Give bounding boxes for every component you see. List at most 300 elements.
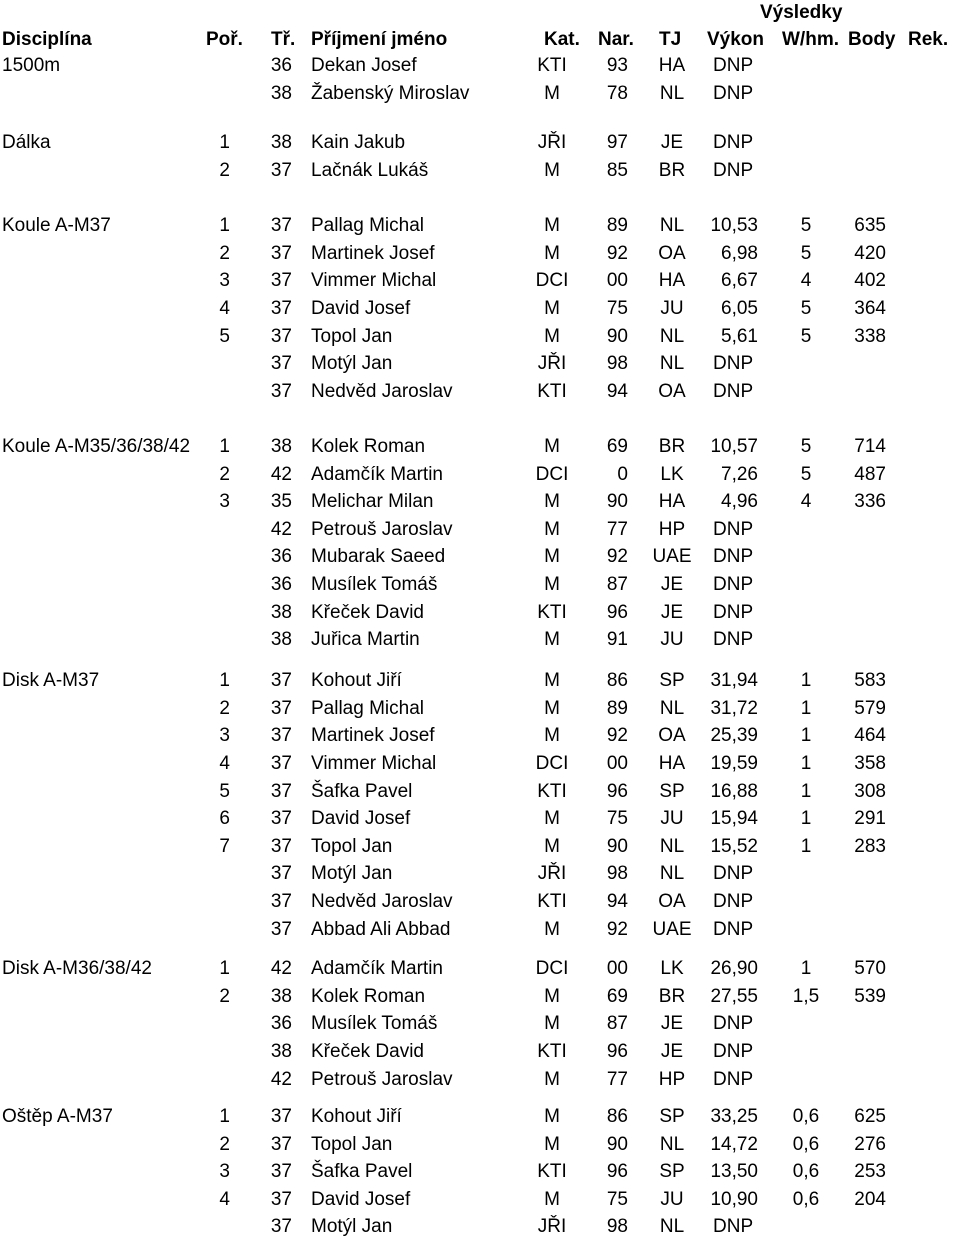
club-cell: NL [659, 698, 685, 719]
performance-cell: 6,67 [721, 270, 758, 291]
performance-cell: 15,94 [710, 808, 758, 829]
born-cell: 92 [606, 919, 628, 940]
order-cell: 4 [219, 298, 230, 319]
order-cell: 3 [219, 1161, 230, 1182]
order-cell: 7 [219, 836, 230, 857]
wind-cell: 1 [800, 958, 812, 979]
order-cell: 6 [219, 808, 230, 829]
category-cell: KTI [537, 1041, 567, 1062]
points-cell: 402 [854, 270, 886, 291]
class-cell: 36 [270, 1013, 292, 1034]
table-row [0, 379, 960, 405]
class-cell: 36 [270, 546, 292, 567]
table-row [0, 1132, 960, 1158]
class-cell: 37 [270, 353, 292, 374]
category-cell: DCI [535, 270, 569, 291]
class-cell: 37 [270, 298, 292, 319]
name-cell: Pallag Michal [311, 698, 424, 719]
table-row [0, 1187, 960, 1213]
born-cell: 87 [606, 574, 628, 595]
club-cell: UAE [652, 546, 692, 567]
performance-cell: 33,25 [710, 1106, 758, 1127]
born-cell: 90 [606, 836, 628, 857]
born-cell: 77 [606, 519, 628, 540]
class-cell: 37 [270, 836, 292, 857]
header-record: Rek. [908, 29, 949, 50]
born-cell: 90 [606, 326, 628, 347]
name-cell: Mubarak Saeed [311, 546, 446, 567]
header-name: Příjmení jméno [311, 29, 448, 50]
club-cell: JE [660, 574, 684, 595]
wind-cell: 1 [800, 808, 812, 829]
name-cell: Kohout Jiří [311, 670, 402, 691]
class-cell: 36 [270, 55, 292, 76]
name-cell: Martinek Josef [311, 243, 435, 264]
club-cell: JE [660, 1013, 684, 1034]
name-cell: Topol Jan [311, 326, 393, 347]
table-row [0, 779, 960, 805]
name-cell: Nedvěd Jaroslav [311, 891, 453, 912]
class-cell: 42 [270, 464, 292, 485]
club-cell: HA [658, 270, 686, 291]
name-cell: Topol Jan [311, 836, 393, 857]
name-cell: David Josef [311, 1189, 411, 1210]
born-cell: 69 [606, 986, 628, 1007]
born-cell: 98 [606, 1216, 628, 1237]
performance-cell: DNP [713, 1013, 754, 1034]
name-cell: Motýl Jan [311, 353, 393, 374]
wind-cell: 1 [800, 698, 812, 719]
born-cell: 78 [606, 83, 628, 104]
category-cell: M [544, 670, 560, 691]
table-row [0, 324, 960, 350]
discipline-cell: Disk A-M36/38/42 [2, 958, 152, 979]
discipline-cell: Oštěp A-M37 [2, 1106, 113, 1127]
discipline-cell: Dálka [2, 132, 51, 153]
discipline-cell: Koule A-M35/36/38/42 [2, 436, 191, 457]
wind-cell: 4 [800, 491, 812, 512]
name-cell: Musílek Tomáš [311, 1013, 438, 1034]
discipline-cell: Disk A-M37 [2, 670, 100, 691]
table-row [0, 489, 960, 515]
club-cell: HA [658, 55, 686, 76]
order-cell: 4 [219, 753, 230, 774]
born-cell: 75 [606, 298, 628, 319]
header-discipline: Disciplína [2, 29, 92, 50]
performance-cell: 31,94 [710, 670, 758, 691]
category-cell: M [544, 1106, 560, 1127]
order-cell: 2 [219, 698, 230, 719]
performance-cell: 26,90 [710, 958, 758, 979]
order-cell: 4 [219, 1189, 230, 1210]
class-cell: 37 [270, 808, 292, 829]
born-cell: 94 [606, 891, 628, 912]
order-cell: 2 [219, 1134, 230, 1155]
class-cell: 37 [270, 1134, 292, 1155]
born-cell: 93 [606, 55, 628, 76]
class-cell: 37 [270, 781, 292, 802]
class-cell: 37 [270, 1189, 292, 1210]
born-cell: 92 [606, 725, 628, 746]
category-cell: M [544, 243, 560, 264]
club-cell: JE [660, 602, 684, 623]
points-cell: 276 [854, 1134, 886, 1155]
wind-cell: 5 [800, 298, 812, 319]
table-row [0, 600, 960, 626]
class-cell: 37 [270, 270, 292, 291]
name-cell: Musílek Tomáš [311, 574, 438, 595]
performance-cell: DNP [713, 863, 754, 884]
performance-cell: 6,05 [721, 298, 758, 319]
club-cell: LK [660, 464, 684, 485]
club-cell: HP [658, 519, 686, 540]
order-cell: 1 [219, 670, 230, 691]
class-cell: 38 [270, 1041, 292, 1062]
table-row [0, 889, 960, 915]
wind-cell: 5 [800, 436, 812, 457]
performance-cell: DNP [713, 1041, 754, 1062]
category-cell: KTI [537, 381, 567, 402]
points-cell: 625 [854, 1106, 886, 1127]
points-cell: 635 [854, 215, 886, 236]
table-row [0, 544, 960, 570]
name-cell: Šafka Pavel [311, 1161, 413, 1182]
name-cell: Petrouš Jaroslav [311, 519, 453, 540]
category-cell: M [544, 725, 560, 746]
performance-cell: DNP [713, 83, 754, 104]
header-born: Nar. [598, 29, 634, 50]
order-cell: 3 [219, 725, 230, 746]
category-cell: KTI [537, 891, 567, 912]
class-cell: 37 [270, 243, 292, 264]
performance-cell: DNP [713, 919, 754, 940]
order-cell: 1 [219, 1106, 230, 1127]
born-cell: 96 [606, 1041, 628, 1062]
class-cell: 37 [270, 1106, 292, 1127]
performance-cell: 13,50 [710, 1161, 758, 1182]
performance-cell: DNP [713, 1216, 754, 1237]
name-cell: Juřica Martin [311, 629, 420, 650]
performance-cell: 16,88 [710, 781, 758, 802]
table-row [0, 296, 960, 322]
club-cell: NL [659, 215, 685, 236]
order-cell: 1 [219, 436, 230, 457]
category-cell: M [544, 1069, 560, 1090]
wind-cell: 1,5 [792, 986, 820, 1007]
club-cell: SP [659, 670, 685, 691]
born-cell: 97 [606, 132, 628, 153]
points-cell: 579 [854, 698, 886, 719]
header-performance: Výkon [707, 29, 765, 50]
order-cell: 2 [219, 243, 230, 264]
order-cell: 5 [219, 326, 230, 347]
performance-cell: DNP [713, 353, 754, 374]
table-row [0, 241, 960, 267]
wind-cell: 1 [800, 670, 812, 691]
points-cell: 358 [854, 753, 886, 774]
born-cell: 92 [606, 546, 628, 567]
performance-cell: 31,72 [710, 698, 758, 719]
category-cell: M [544, 1013, 560, 1034]
club-cell: NL [659, 326, 685, 347]
club-cell: OA [658, 243, 686, 264]
name-cell: Pallag Michal [311, 215, 424, 236]
category-cell: JŘI [537, 132, 567, 153]
born-cell: 91 [606, 629, 628, 650]
club-cell: OA [658, 891, 686, 912]
order-cell: 2 [219, 160, 230, 181]
name-cell: Adamčík Martin [311, 464, 443, 485]
name-cell: Topol Jan [311, 1134, 393, 1155]
wind-cell: 1 [800, 725, 812, 746]
name-cell: Nedvěd Jaroslav [311, 381, 453, 402]
name-cell: Vimmer Michal [311, 270, 437, 291]
table-row [0, 434, 960, 460]
name-cell: Abbad Ali Abbad [311, 919, 451, 940]
club-cell: BR [658, 986, 686, 1007]
class-cell: 37 [270, 160, 292, 181]
class-cell: 37 [270, 891, 292, 912]
points-cell: 308 [854, 781, 886, 802]
class-cell: 38 [270, 629, 292, 650]
category-cell: M [544, 1134, 560, 1155]
header-order: Poř. [206, 29, 243, 50]
wind-cell: 5 [800, 215, 812, 236]
performance-cell: 27,55 [710, 986, 758, 1007]
table-row [0, 668, 960, 694]
header-category: Kat. [544, 29, 580, 50]
club-cell: JE [660, 1041, 684, 1062]
club-cell: HP [658, 1069, 686, 1090]
performance-cell: 10,53 [710, 215, 758, 236]
class-cell: 38 [270, 83, 292, 104]
club-cell: OA [658, 725, 686, 746]
table-row [0, 751, 960, 777]
category-cell: JŘI [537, 863, 567, 884]
points-cell: 420 [854, 243, 886, 264]
club-cell: HA [658, 753, 686, 774]
table-row [0, 351, 960, 377]
category-cell: M [544, 629, 560, 650]
points-cell: 583 [854, 670, 886, 691]
club-cell: NL [659, 353, 685, 374]
table-row [0, 53, 960, 79]
performance-cell: 10,57 [710, 436, 758, 457]
performance-cell: DNP [713, 519, 754, 540]
points-cell: 283 [854, 836, 886, 857]
order-cell: 5 [219, 781, 230, 802]
club-cell: JU [660, 1189, 684, 1210]
category-cell: M [544, 836, 560, 857]
category-cell: M [544, 1189, 560, 1210]
born-cell: 94 [606, 381, 628, 402]
class-cell: 37 [270, 1216, 292, 1237]
table-row [0, 834, 960, 860]
category-cell: JŘI [537, 353, 567, 374]
points-cell: 570 [854, 958, 886, 979]
wind-cell: 4 [800, 270, 812, 291]
category-cell: M [544, 574, 560, 595]
born-cell: 77 [606, 1069, 628, 1090]
performance-cell: 19,59 [710, 753, 758, 774]
performance-cell: DNP [713, 602, 754, 623]
header-class: Tř. [271, 29, 296, 50]
born-cell: 96 [606, 781, 628, 802]
wind-cell: 5 [800, 243, 812, 264]
order-cell: 3 [219, 491, 230, 512]
category-cell: M [544, 436, 560, 457]
club-cell: SP [659, 1106, 685, 1127]
category-cell: M [544, 298, 560, 319]
points-cell: 539 [854, 986, 886, 1007]
born-cell: 98 [606, 863, 628, 884]
points-cell: 336 [854, 491, 886, 512]
category-cell: M [544, 519, 560, 540]
class-cell: 37 [270, 919, 292, 940]
discipline-cell: Koule A-M37 [2, 215, 111, 236]
table-row [0, 1104, 960, 1130]
wind-cell: 0,6 [792, 1106, 820, 1127]
born-cell: 86 [606, 670, 628, 691]
wind-cell: 0,6 [792, 1189, 820, 1210]
points-cell: 364 [854, 298, 886, 319]
born-cell: 92 [606, 243, 628, 264]
table-row [0, 1067, 960, 1093]
name-cell: Dekan Josef [311, 55, 417, 76]
table-row [0, 917, 960, 943]
club-cell: NL [659, 1216, 685, 1237]
wind-cell: 0,6 [792, 1161, 820, 1182]
table-row [0, 213, 960, 239]
performance-cell: DNP [713, 546, 754, 567]
category-cell: M [544, 546, 560, 567]
table-row [0, 517, 960, 543]
club-cell: NL [659, 836, 685, 857]
class-cell: 37 [270, 753, 292, 774]
performance-cell: DNP [713, 574, 754, 595]
class-cell: 37 [270, 215, 292, 236]
wind-cell: 1 [800, 836, 812, 857]
category-cell: KTI [537, 1161, 567, 1182]
points-cell: 487 [854, 464, 886, 485]
class-cell: 37 [270, 1161, 292, 1182]
points-cell: 338 [854, 326, 886, 347]
category-cell: M [544, 326, 560, 347]
class-cell: 35 [270, 491, 292, 512]
club-cell: LK [660, 958, 684, 979]
class-cell: 36 [270, 574, 292, 595]
performance-cell: 7,26 [721, 464, 758, 485]
table-row [0, 158, 960, 184]
wind-cell: 5 [800, 464, 812, 485]
class-cell: 37 [270, 381, 292, 402]
performance-cell: DNP [713, 1069, 754, 1090]
name-cell: Martinek Josef [311, 725, 435, 746]
table-row [0, 1039, 960, 1065]
category-cell: DCI [535, 464, 569, 485]
category-cell: KTI [537, 55, 567, 76]
born-cell: 86 [606, 1106, 628, 1127]
category-cell: M [544, 986, 560, 1007]
class-cell: 37 [270, 863, 292, 884]
category-cell: DCI [535, 958, 569, 979]
table-row [0, 984, 960, 1010]
born-cell: 96 [606, 1161, 628, 1182]
table-row [0, 1159, 960, 1185]
class-cell: 42 [270, 1069, 292, 1090]
born-cell: 89 [606, 698, 628, 719]
name-cell: Kain Jakub [311, 132, 406, 153]
name-cell: Křeček David [311, 1041, 424, 1062]
name-cell: Žabenský Miroslav [311, 83, 470, 104]
header-points: Body [848, 29, 896, 50]
table-row [0, 627, 960, 653]
points-cell: 253 [854, 1161, 886, 1182]
table-row [0, 81, 960, 107]
points-cell: 714 [854, 436, 886, 457]
table-row [0, 462, 960, 488]
club-cell: JE [660, 132, 684, 153]
performance-cell: DNP [713, 381, 754, 402]
club-cell: SP [659, 781, 685, 802]
order-cell: 1 [219, 215, 230, 236]
category-cell: M [544, 215, 560, 236]
name-cell: David Josef [311, 298, 411, 319]
born-cell: 00 [606, 958, 628, 979]
class-cell: 37 [270, 326, 292, 347]
name-cell: Šafka Pavel [311, 781, 413, 802]
born-cell: 89 [606, 215, 628, 236]
table-row [0, 861, 960, 887]
name-cell: Kolek Roman [311, 986, 426, 1007]
born-cell: 96 [606, 602, 628, 623]
table-row [0, 268, 960, 294]
class-cell: 38 [270, 602, 292, 623]
born-cell: 87 [606, 1013, 628, 1034]
born-cell: 98 [606, 353, 628, 374]
wind-cell: 1 [800, 781, 812, 802]
header-club: TJ [659, 29, 682, 50]
table-row [0, 130, 960, 156]
order-cell: 2 [219, 986, 230, 1007]
performance-cell: DNP [713, 629, 754, 650]
performance-cell: 5,61 [721, 326, 758, 347]
club-cell: OA [658, 381, 686, 402]
header-wind: W/hm. [782, 29, 839, 50]
table-row [0, 723, 960, 749]
points-cell: 204 [854, 1189, 886, 1210]
performance-cell: 15,52 [710, 836, 758, 857]
club-cell: UAE [652, 919, 692, 940]
class-cell: 38 [270, 986, 292, 1007]
table-row [0, 572, 960, 598]
born-cell: 90 [606, 491, 628, 512]
born-cell: 90 [606, 1134, 628, 1155]
category-cell: M [544, 919, 560, 940]
name-cell: Vimmer Michal [311, 753, 437, 774]
club-cell: JU [660, 808, 684, 829]
points-cell: 291 [854, 808, 886, 829]
performance-cell: DNP [713, 160, 754, 181]
born-cell: 00 [606, 753, 628, 774]
category-cell: M [544, 698, 560, 719]
club-cell: NL [659, 83, 685, 104]
category-cell: JŘI [537, 1216, 567, 1237]
category-cell: M [544, 808, 560, 829]
performance-cell: 4,96 [721, 491, 758, 512]
club-cell: BR [658, 436, 686, 457]
name-cell: Křeček David [311, 602, 424, 623]
